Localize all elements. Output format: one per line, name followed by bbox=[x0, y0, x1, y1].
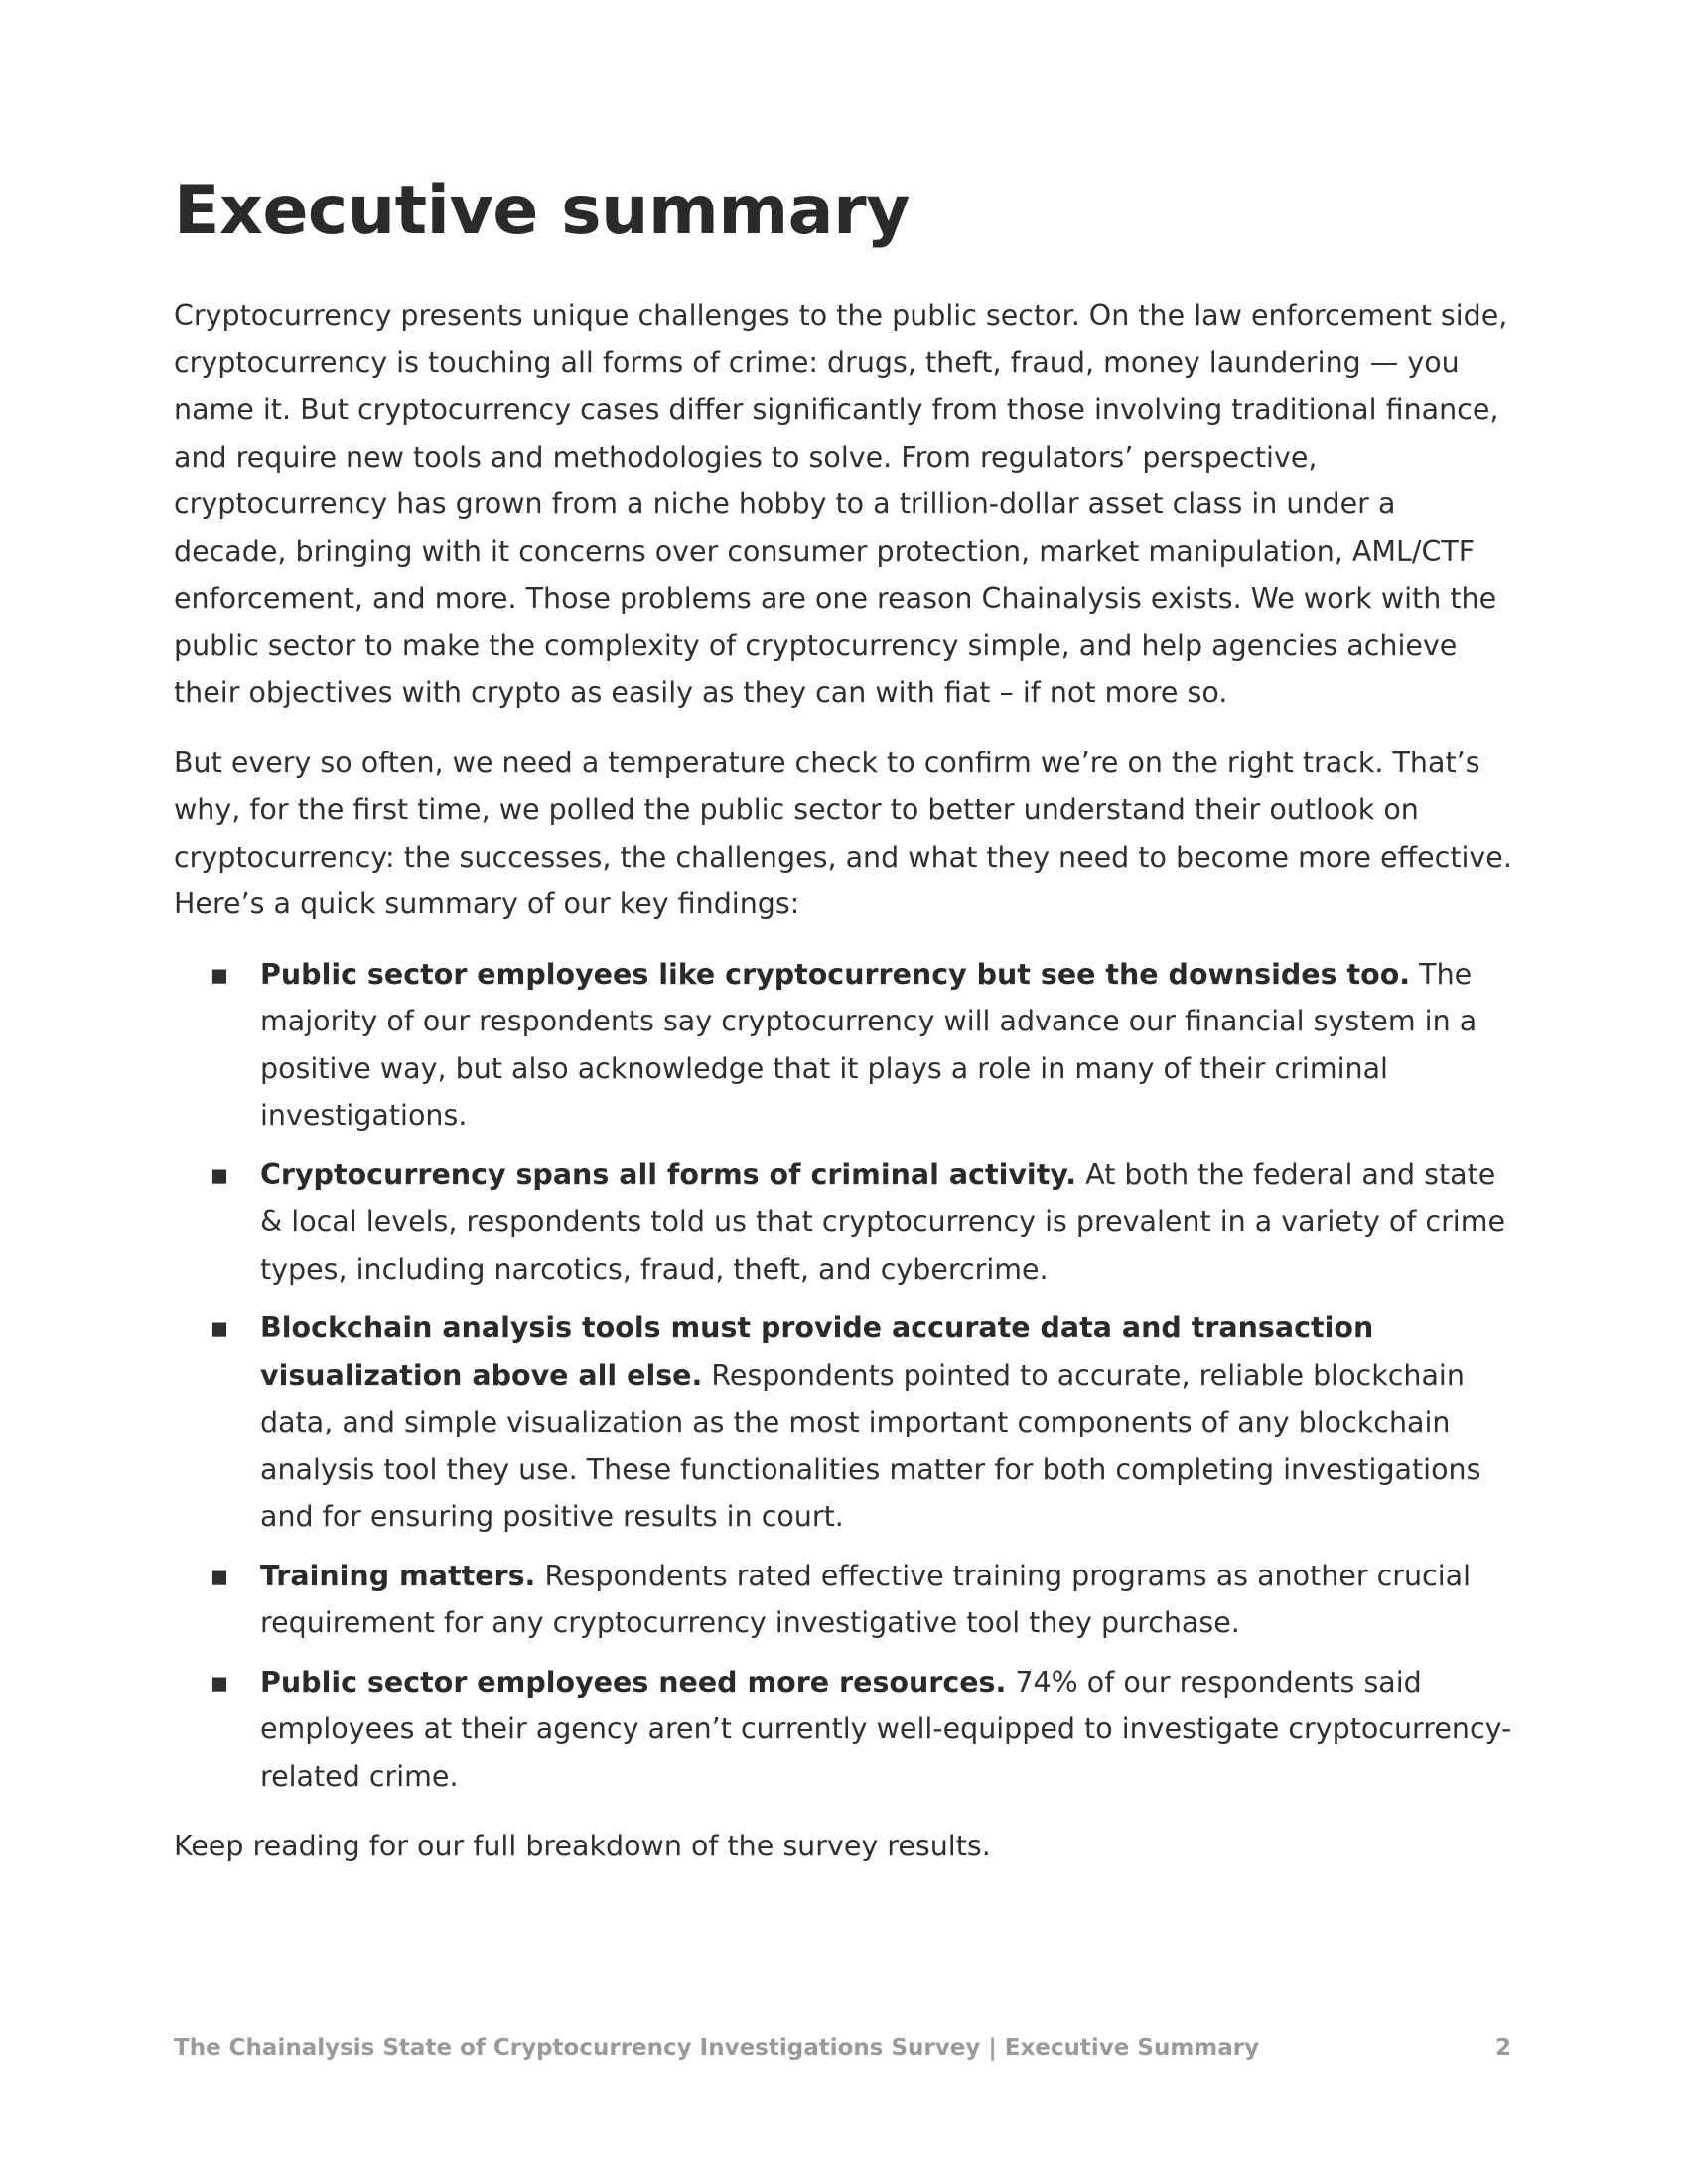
page-content bbox=[174, 167, 1516, 1870]
finding-text: 74% of our respondents said employees at their agency aren’t currently well-equipped to investigate cryptocurrency-related crime. bbox=[260, 1665, 1512, 1793]
square-bullet-icon: ▪ bbox=[210, 1665, 229, 1699]
intro-paragraph: Cryptocurrency presents unique challenges to the public sector. On the law enforcement side, cryptocurrency is touching all forms of crime: drugs, theft, fraud, money laundering — you name it. But cryptocurrency cases differ significantly from those involving traditional finance, and require new tools and methodologies to solve. From regulators’ perspective, cryptocurrency has grown from a niche hobby to a trillion-dollar asset class in under a decade, bringing with it concerns over consumer protection, market manipulation, AML/CTF enforcement, and more. Those problems are one reason Chainalysis exists. We work with the public sector to make the complexity of cryptocurrency simple, and help agencies achieve their objectives with crypto as easily as they can with fiat – if not more so. bbox=[174, 299, 1508, 709]
finding-lead: Blockchain analysis tools must provide accurate data and transaction visualization above all else. bbox=[260, 1311, 1374, 1392]
finding-item bbox=[174, 1659, 1516, 1801]
finding-text: Respondents rated effective training programs as another crucial requirement for any cryptocurrency investigative tool they purchase. bbox=[260, 1559, 1472, 1639]
finding-item bbox=[174, 1152, 1516, 1294]
finding-text: The majority of our respondents say cryptocurrency will advance our financial system in a positive way, but also acknowledge that it plays a role in many of their criminal investigations. bbox=[260, 957, 1477, 1132]
page-footer bbox=[174, 2035, 1511, 2061]
finding-lead: Public sector employees like cryptocurrency but see the downsides too. bbox=[260, 957, 1411, 991]
square-bullet-icon: ▪ bbox=[210, 1311, 229, 1344]
finding-item bbox=[174, 951, 1516, 1140]
square-bullet-icon: ▪ bbox=[210, 957, 229, 991]
finding-text: At both the federal and state & local levels, respondents told us that cryptocurrency is prevalent in a variety of crime types, including narcotics, fraud, theft, and cybercrime. bbox=[260, 1158, 1506, 1286]
finding-lead: Cryptocurrency spans all forms of criminal activity. bbox=[260, 1158, 1077, 1191]
square-bullet-icon: ▪ bbox=[210, 1559, 229, 1592]
page-title: Executive summary bbox=[174, 172, 910, 250]
finding-text: Respondents pointed to accurate, reliable blockchain data, and simple visualization as the most important components of any blockchain analysis tool they use. These functionalities matter for both completing investigations and for ensuring positive results in court. bbox=[260, 1358, 1481, 1533]
key-findings-list bbox=[174, 951, 1516, 1801]
finding-item bbox=[174, 1553, 1516, 1647]
finding-item bbox=[174, 1304, 1516, 1541]
footer-running-title: The Chainalysis State of Cryptocurrency Investigations Survey | Executive Summary bbox=[174, 2035, 1260, 2061]
page-number: 2 bbox=[1494, 2035, 1511, 2061]
finding-lead: Training matters. bbox=[260, 1559, 536, 1592]
survey-paragraph: But every so often, we need a temperature check to confirm we’re on the right track. That’s why, for the first time, we polled the public sector to better understand their outlook on cryptocurrency: the successes, the challenges, and what they need to become more effective. Here’s a quick summary of our key findings: bbox=[174, 746, 1512, 920]
square-bullet-icon: ▪ bbox=[210, 1158, 229, 1191]
closing-paragraph: Keep reading for our full breakdown of the survey results. bbox=[174, 1830, 991, 1862]
finding-lead: Public sector employees need more resources. bbox=[260, 1665, 1007, 1699]
